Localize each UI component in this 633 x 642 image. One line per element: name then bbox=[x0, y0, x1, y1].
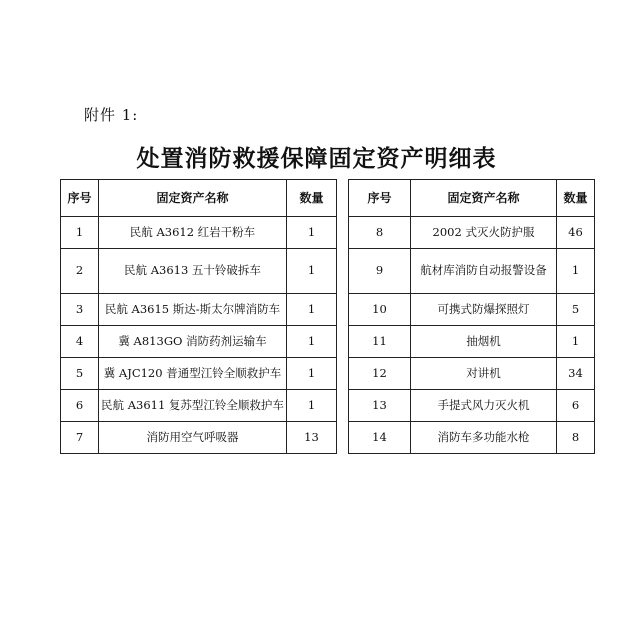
left-name: 民航 A3613 五十铃破拆车 bbox=[99, 249, 287, 294]
table-gap bbox=[337, 326, 349, 358]
right-name: 抽烟机 bbox=[411, 326, 557, 358]
right-name: 消防车多功能水枪 bbox=[411, 422, 557, 454]
right-name: 航材库消防自动报警设备 bbox=[411, 249, 557, 294]
table-gap bbox=[337, 180, 349, 217]
left-no: 1 bbox=[61, 217, 99, 249]
right-no: 10 bbox=[349, 294, 411, 326]
left-name: 民航 A3615 斯达-斯太尔牌消防车 bbox=[99, 294, 287, 326]
right-name: 手提式风力灭火机 bbox=[411, 390, 557, 422]
right-name: 对讲机 bbox=[411, 358, 557, 390]
left-name: 冀 AJC120 普通型江铃全顺救护车 bbox=[99, 358, 287, 390]
table-gap bbox=[337, 294, 349, 326]
left-name: 民航 A3612 红岩干粉车 bbox=[99, 217, 287, 249]
left-no: 7 bbox=[61, 422, 99, 454]
left-qty: 1 bbox=[287, 390, 337, 422]
table-row bbox=[61, 217, 595, 249]
left-no: 6 bbox=[61, 390, 99, 422]
header-no-left: 序号 bbox=[61, 180, 99, 217]
right-qty: 34 bbox=[557, 358, 595, 390]
table-gap bbox=[337, 217, 349, 249]
left-qty: 1 bbox=[287, 249, 337, 294]
annex-label: 附件 1: bbox=[84, 106, 139, 124]
table-row bbox=[61, 249, 595, 294]
right-no: 11 bbox=[349, 326, 411, 358]
header-qty-right: 数量 bbox=[557, 180, 595, 217]
fixed-assets-table bbox=[60, 179, 595, 454]
left-no: 2 bbox=[61, 249, 99, 294]
right-qty: 1 bbox=[557, 326, 595, 358]
table-header-row bbox=[61, 180, 595, 217]
table-row bbox=[61, 390, 595, 422]
right-qty: 5 bbox=[557, 294, 595, 326]
right-name: 2002 式灭火防护服 bbox=[411, 217, 557, 249]
right-name: 可携式防爆探照灯 bbox=[411, 294, 557, 326]
left-qty: 13 bbox=[287, 422, 337, 454]
table-row bbox=[61, 422, 595, 454]
right-qty: 1 bbox=[557, 249, 595, 294]
right-no: 12 bbox=[349, 358, 411, 390]
header-no-right: 序号 bbox=[349, 180, 411, 217]
table-row bbox=[61, 326, 595, 358]
right-qty: 46 bbox=[557, 217, 595, 249]
header-name-left: 固定资产名称 bbox=[99, 180, 287, 217]
table-gap bbox=[337, 249, 349, 294]
document-title: 处置消防救援保障固定资产明细表 bbox=[136, 145, 497, 172]
left-qty: 1 bbox=[287, 326, 337, 358]
left-qty: 1 bbox=[287, 217, 337, 249]
left-qty: 1 bbox=[287, 358, 337, 390]
header-name-right: 固定资产名称 bbox=[411, 180, 557, 217]
table-row bbox=[61, 358, 595, 390]
left-no: 5 bbox=[61, 358, 99, 390]
left-no: 4 bbox=[61, 326, 99, 358]
left-name: 民航 A3611 复苏型江铃全顺救护车 bbox=[99, 390, 287, 422]
right-no: 13 bbox=[349, 390, 411, 422]
left-no: 3 bbox=[61, 294, 99, 326]
right-qty: 8 bbox=[557, 422, 595, 454]
table-gap bbox=[337, 422, 349, 454]
right-no: 14 bbox=[349, 422, 411, 454]
left-qty: 1 bbox=[287, 294, 337, 326]
left-name: 冀 A813GO 消防药剂运输车 bbox=[99, 326, 287, 358]
header-qty-left: 数量 bbox=[287, 180, 337, 217]
table-gap bbox=[337, 358, 349, 390]
right-no: 8 bbox=[349, 217, 411, 249]
table-gap bbox=[337, 390, 349, 422]
left-name: 消防用空气呼吸器 bbox=[99, 422, 287, 454]
right-no: 9 bbox=[349, 249, 411, 294]
right-qty: 6 bbox=[557, 390, 595, 422]
table-row bbox=[61, 294, 595, 326]
